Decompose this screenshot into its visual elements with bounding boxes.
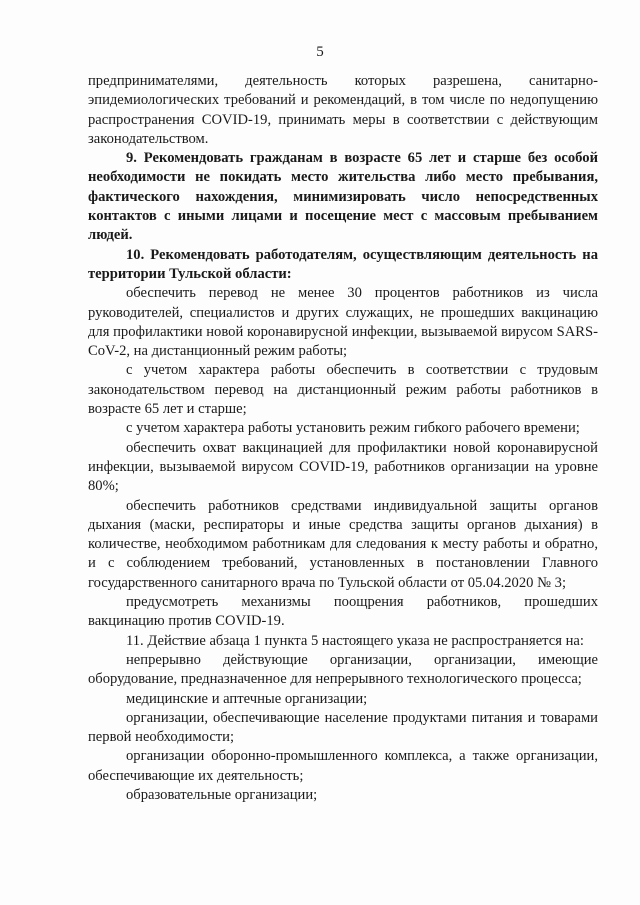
paragraph-food-organizations: организации, обеспечивающие население продуктами питания и товарами первой необходимости; <box>88 709 598 746</box>
paragraph-item-10: 10. Рекомендовать работодателям, осуществляющим деятельность на территории Тульской области: <box>88 246 598 282</box>
paragraph-educational-organizations: образовательные организации; <box>126 786 318 803</box>
paragraph-flexible-hours: с учетом характера работы установить режим гибкого рабочего времени; <box>126 420 580 437</box>
page-number: 5 <box>316 44 324 60</box>
paragraph-defense-organizations: организации оборонно-промышленного комплекса, а также организации, обеспечивающие их деятельность; <box>88 748 598 784</box>
paragraph-continuation: предпринимателями, деятельность которых разрешена, санитарно-эпидемиологических требований и рекомендаций, в том числе по недопущению распространения COVID-19, принимать меры в соответствии с действующим законодательством. <box>88 73 598 147</box>
paragraph-incentives: предусмотреть механизмы поощрения работников, прошедших вакцинацию против COVID-19. <box>88 594 598 630</box>
paragraph-remote-work-30-percent: обеспечить перевод не менее 30 процентов работников из числа руководителей, специалистов и других служащих, не прошедших вакцинацию для профилактики новой коронавирусной инфекции, вызываемой вирусом SARS-CoV-2, на дистанционный режим работы; <box>88 285 598 360</box>
paragraph-remote-work-65-plus: с учетом характера работы обеспечить в соответствии с трудовым законодательством перевод на дистанционный режим работы работников в возрасте 65 лет и старше; <box>88 362 598 418</box>
paragraph-item-9: 9. Рекомендовать гражданам в возрасте 65 лет и старше без особой необходимости не покидать место жительства либо место пребывания, фактического нахождения, минимизировать число непосредственных контактов с иными лицами и посещение мест с массовым пребыванием людей. <box>88 150 598 244</box>
document-body <box>88 72 598 805</box>
paragraph-protective-equipment: обеспечить работников средствами индивидуальной защиты органов дыхания (маски, респираторы и иные средства защиты органов дыхания) в количестве, необходимом работникам для следования к месту работы и обратно, и с соблюдением требований, установленных в постановлении Главного государственного санитарного врача по Тульской области от 05.04.2020 № 3; <box>88 497 598 591</box>
paragraph-vaccination-coverage: обеспечить охват вакцинацией для профилактики новой коронавирусной инфекции, вызываемой вирусом COVID-19, работников организации на уровне 80%; <box>88 439 598 495</box>
paragraph-item-11: 11. Действие абзаца 1 пункта 5 настоящего указа не распространяется на: <box>126 632 584 649</box>
paragraph-medical-organizations: медицинские и аптечные организации; <box>126 690 368 707</box>
paragraph-continuous-organizations: непрерывно действующие организации, организации, имеющие оборудование, предназначенное для непрерывного технологического процесса; <box>88 651 598 688</box>
